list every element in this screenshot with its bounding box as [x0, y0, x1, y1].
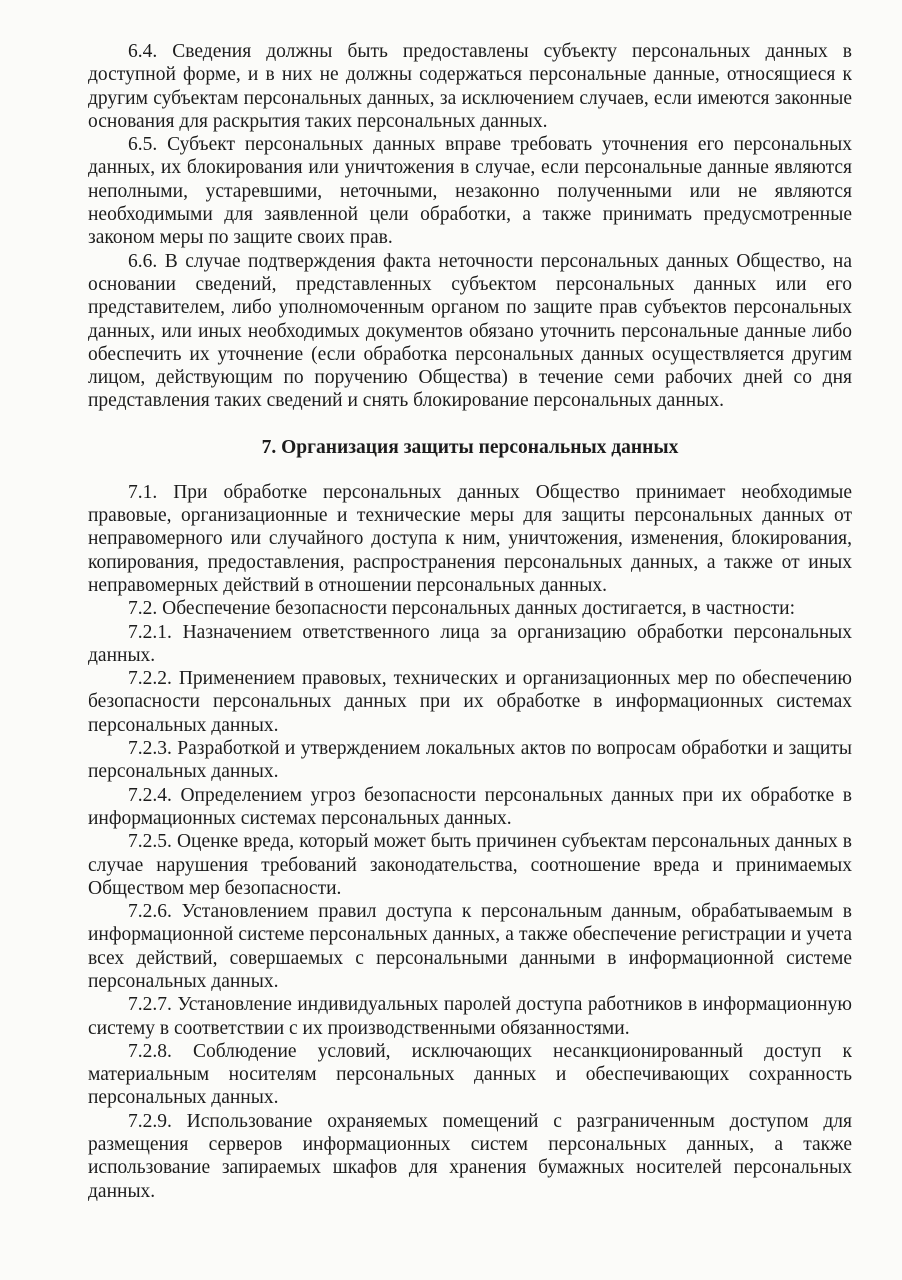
paragraph-7-2: 7.2. Обеспечение безопасности персональных данных достигается, в частности:: [128, 598, 796, 620]
section-7-title: 7. Организация защиты персональных данных: [261, 436, 679, 458]
paragraph-6-4: 6.4. Сведения должны быть предоставлены субъекту персональных данных в доступной форме, и в них не должны содержаться персональные данные, относящиеся к другим субъектам персональных данных, за исключением случаев, если имеются законные основания для раскрытия таких персональных данных.: [88, 41, 852, 132]
paragraph-7-2-1: 7.2.1. Назначением ответственного лица за организацию обработки персональных данных.: [88, 621, 852, 666]
paragraph-7-2-5: 7.2.5. Оценке вреда, который может быть причинен субъектам персональных данных в случае нарушения требований законодательства, соотношение вреда и принимаемых Обществом мер безопасности.: [88, 831, 852, 899]
paragraph-7-2-4: 7.2.4. Определением угроз безопасности персональных данных при их обработке в информационных системах персональных данных.: [88, 784, 852, 829]
paragraph-7-2-9: 7.2.9. Использование охраняемых помещений с разграниченным доступом для размещения серверов информационных систем персональных данных, а также использование запираемых шкафов для хранения бумажных носителей персональных данных.: [88, 1110, 852, 1202]
paragraph-7-2-6: 7.2.6. Установлением правил доступа к персональным данным, обрабатываемым в информационной системе персональных данных, а также обеспечение регистрации и учета всех действий, совершаемых с персональными данными в информационной системе персональных данных.: [88, 901, 852, 992]
paragraph-6-6: 6.6. В случае подтверждения факта неточности персональных данных Общество, на основании сведений, представленных субъектом персональных данных или его представителем, либо уполномоченным органом по защите прав субъектов персональных данных, или иных необходимых документов обязано уточнить персональные данные либо обеспечить их уточнение (если обработка персональных данных осуществляется другим лицом, действующим по поручению Общества) в течение семи рабочих дней со дня представления таких сведений и снять блокирование персональных данных.: [88, 250, 852, 412]
paragraph-7-2-2: 7.2.2. Применением правовых, технических и организационных мер по обеспечению безопасности персональных данных при их обработке в информационных системах персональных данных.: [88, 668, 852, 736]
paragraph-7-2-7: 7.2.7. Установление индивидуальных паролей доступа работников в информационную систему в соответствии с их производственными обязанностями.: [88, 994, 852, 1039]
paragraph-7-1: 7.1. При обработке персональных данных Общество принимает необходимые правовые, организационные и технические меры для защиты персональных данных от неправомерного или случайного доступа к ним, уничтожения, изменения, блокирования, копирования, предоставления, распространения персональных данных, а также от иных неправомерных действий в отношении персональных данных.: [88, 481, 852, 596]
paragraph-7-2-8: 7.2.8. Соблюдение условий, исключающих несанкционированный доступ к материальным носителям персональных данных и обеспечивающих сохранность персональных данных.: [88, 1040, 852, 1109]
paragraph-7-2-3: 7.2.3. Разработкой и утверждением локальных актов по вопросам обработки и защиты персональных данных.: [88, 738, 852, 783]
paragraph-6-5: 6.5. Субъект персональных данных вправе требовать уточнения его персональных данных, их блокирования или уничтожения в случае, если персональные данные являются неполными, устаревшими, неточными, незаконно полученными или не являются необходимыми для заявленной цели обработки, а также принимать предусмотренные законом меры по защите своих прав.: [88, 134, 852, 249]
